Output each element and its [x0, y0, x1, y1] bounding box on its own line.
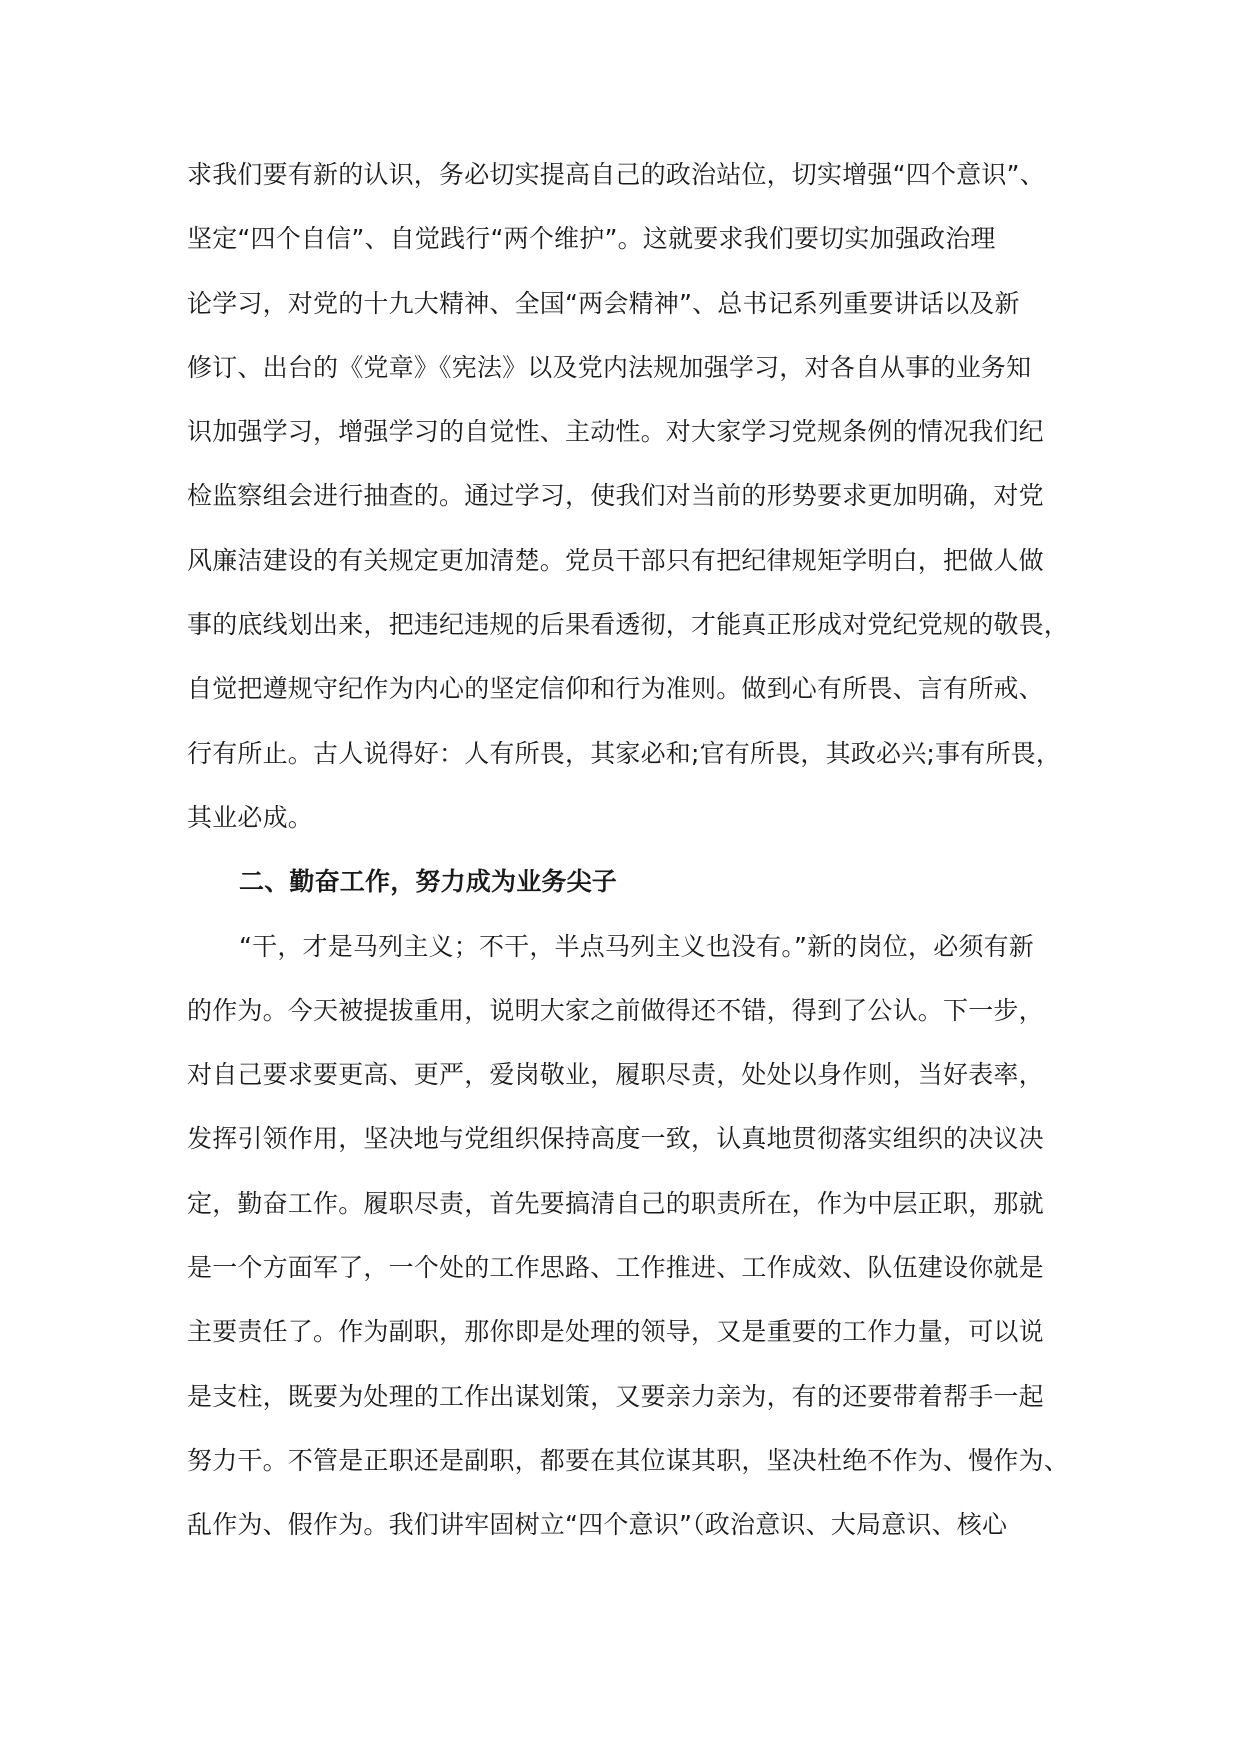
paragraph-line: “干，才是马列主义；不干，半点马列主义也没有。”新的岗位，必须有新 [239, 931, 1035, 961]
paragraph-line: 是一个方面军了，一个处的工作思路、工作推进、工作成效、队伍建设你就是 [187, 1253, 1044, 1283]
paragraph-line: 是支柱，既要为处理的工作出谋划策，又要亲力亲为，有的还要带着帮手一起 [187, 1381, 1044, 1411]
paragraph-line: 风廉洁建设的有关规定更加清楚。党员干部只有把纪律规矩学明白，把做人做 [187, 545, 1044, 575]
paragraph-line: 对自己要求要更高、更严，爱岗敬业，履职尽责，处处以身作则，当好表率， [187, 1060, 1044, 1090]
paragraph-line: 检监察组会进行抽查的。通过学习，使我们对当前的形势要求更加明确，对党 [187, 481, 1044, 511]
section-heading: 二、勤奋工作，努力成为业务尖子 [239, 867, 618, 897]
paragraph-line: 发挥引领作用，坚决地与党组织保持高度一致，认真地贯彻落实组织的决议决 [187, 1124, 1044, 1154]
paragraph-line: 定，勤奋工作。履职尽责，首先要搞清自己的职责所在，作为中层正职，那就 [187, 1188, 1044, 1218]
paragraph-line: 坚定“四个自信”、自觉践行“两个维护”。这就要求我们要切实加强政治理 [187, 224, 996, 254]
paragraph-line: 的作为。今天被提拔重用，说明大家之前做得还不错，得到了公认。下一步， [187, 995, 1044, 1025]
paragraph-line: 事的底线划出来，把违纪违规的后果看透彻，才能真正形成对党纪党规的敬畏， [187, 610, 1070, 640]
paragraph-line: 识加强学习，增强学习的自觉性、主动性。对大家学习党规条例的情况我们纪 [187, 417, 1044, 447]
paragraph-line: 行有所止。古人说得好：人有所畏，其家必和;官有所畏，其政必兴;事有所畏， [187, 738, 1062, 768]
paragraph-line: 乱作为、假作为。我们讲牢固树立“四个意识”（政治意识、大局意识、核心 [187, 1510, 1008, 1540]
paragraph-line: 其业必成。 [187, 802, 314, 832]
paragraph-line: 论学习，对党的十九大精神、全国“两会精神”、总书记系列重要讲话以及新 [187, 288, 1020, 318]
paragraph-line: 主要责任了。作为副职，那你即是处理的领导，又是重要的工作力量，可以说 [187, 1317, 1044, 1347]
paragraph-line: 努力干。不管是正职还是副职，都要在其位谋其职，坚决杜绝不作为、慢作为、 [187, 1445, 1070, 1475]
paragraph-line: 求我们要有新的认识，务必切实提高自己的政治站位，切实增强“四个意识”、 [187, 160, 1045, 189]
paragraph-line: 修订、出台的《党章》《宪法》以及党内法规加强学习，对各自从事的业务知 [187, 352, 1032, 382]
document-body [187, 143, 1070, 1558]
paragraph-line: 自觉把遵规守纪作为内心的坚定信仰和行为准则。做到心有所畏、言有所戒、 [187, 674, 1044, 704]
